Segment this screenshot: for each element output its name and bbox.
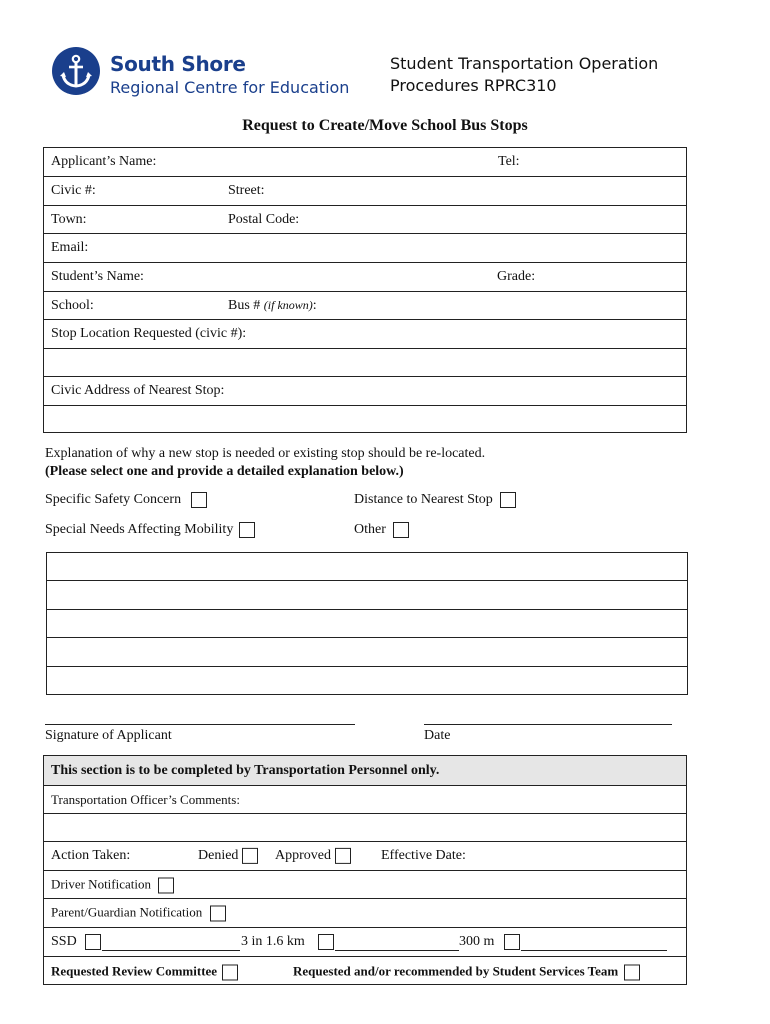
option-distance-label: Distance to Nearest Stop <box>354 492 493 508</box>
km-label: 3 in 1.6 km <box>241 934 305 949</box>
m-label: 300 m <box>459 934 495 949</box>
date-label: Date <box>424 728 451 743</box>
m-checkbox[interactable] <box>504 934 520 950</box>
explanation-line[interactable] <box>47 667 687 696</box>
document-series: Student Transportation Operation <box>390 54 659 73</box>
signature-label: Signature of Applicant <box>45 728 172 743</box>
parent-label: Parent/Guardian Notification <box>51 904 203 920</box>
student-grade-row[interactable] <box>44 263 686 292</box>
tel-label: Tel: <box>498 154 520 169</box>
option-other <box>354 522 409 538</box>
explanation-line[interactable] <box>47 553 687 581</box>
personnel-header-row <box>44 756 686 786</box>
bus-number-label: Bus # (if known): <box>228 297 317 313</box>
ssd-row <box>44 928 686 957</box>
approved-label: Approved <box>275 848 331 864</box>
explanation-text-box[interactable] <box>46 552 688 695</box>
town-postal-row[interactable] <box>44 206 686 234</box>
km-line[interactable] <box>335 950 459 951</box>
parent-row <box>44 899 686 928</box>
explanation-line[interactable] <box>47 610 687 638</box>
parent-option <box>51 904 226 921</box>
special-needs-checkbox[interactable] <box>239 522 255 538</box>
driver-checkbox[interactable] <box>158 877 174 893</box>
applicant-name-label: Applicant’s Name: <box>51 154 157 169</box>
explanation-line[interactable] <box>47 581 687 610</box>
form-title: Request to Create/Move School Bus Stops <box>242 117 528 134</box>
review-option <box>51 963 238 980</box>
distance-checkbox[interactable] <box>500 492 516 508</box>
review-label: Requested Review Committee <box>51 962 218 978</box>
action-label: Action Taken: <box>51 848 131 863</box>
option-safety <box>45 492 207 508</box>
anchor-logo-icon <box>52 47 100 95</box>
denied-label: Denied <box>198 848 239 864</box>
personnel-section <box>43 755 687 985</box>
parent-checkbox[interactable] <box>210 906 226 922</box>
action-row <box>44 842 686 871</box>
explanation-select-note: (Please select one and provide a detailed explanation below.) <box>45 464 404 479</box>
option-other-label: Other <box>354 522 386 538</box>
explanation-line[interactable] <box>47 638 687 667</box>
postal-code-label: Postal Code: <box>228 211 300 227</box>
student-name-label: Student’s Name: <box>51 269 144 284</box>
bus-note: (if known) <box>263 297 313 312</box>
approved-option <box>275 848 351 864</box>
ssd-line[interactable] <box>102 950 240 951</box>
approved-checkbox[interactable] <box>335 848 351 864</box>
denied-option <box>198 848 258 864</box>
option-special-label: Special Needs Affecting Mobility <box>45 522 234 538</box>
brand-subtitle: Regional Centre for Education <box>110 78 350 97</box>
ssd-label: SSD <box>51 934 77 949</box>
stop-location-label: Stop Location Requested (civic #): <box>51 326 247 341</box>
school-bus-row[interactable] <box>44 292 686 320</box>
stop-location-input-row[interactable] <box>44 349 686 377</box>
student-services-option <box>293 963 640 980</box>
civic-street-row[interactable] <box>44 177 686 206</box>
school-label: School: <box>51 297 94 313</box>
comments-label: Transportation Officer’s Comments: <box>51 791 240 807</box>
km-checkbox[interactable] <box>318 934 334 950</box>
grade-label: Grade: <box>497 269 536 284</box>
comments-label-row <box>44 786 686 814</box>
applicant-name-row[interactable] <box>44 148 686 177</box>
review-row <box>44 957 686 986</box>
option-special-needs <box>45 522 255 538</box>
nearest-stop-label: Civic Address of Nearest Stop: <box>51 383 225 398</box>
safety-checkbox[interactable] <box>191 492 207 508</box>
street-label: Street: <box>228 183 265 198</box>
option-distance <box>354 492 516 508</box>
email-label: Email: <box>51 240 89 255</box>
stop-location-label-row <box>44 320 686 349</box>
option-safety-label: Specific Safety Concern <box>45 492 182 508</box>
comments-input-row[interactable] <box>44 814 686 842</box>
driver-option <box>51 876 174 893</box>
civic-label: Civic #: <box>51 183 96 198</box>
other-checkbox[interactable] <box>393 522 409 538</box>
driver-label: Driver Notification <box>51 875 151 891</box>
signature-line[interactable] <box>45 724 355 725</box>
date-line[interactable] <box>424 724 672 725</box>
driver-row <box>44 871 686 899</box>
student-services-label: Requested and/or recommended by Student Services Team <box>293 962 619 978</box>
brand-name: South Shore <box>110 52 246 76</box>
explanation-instruction: Explanation of why a new stop is needed or existing stop should be re-located. <box>45 446 486 461</box>
town-label: Town: <box>51 211 87 227</box>
email-row[interactable] <box>44 234 686 263</box>
review-checkbox[interactable] <box>222 964 238 980</box>
nearest-stop-label-row <box>44 377 686 406</box>
m-line[interactable] <box>521 950 667 951</box>
denied-checkbox[interactable] <box>242 848 258 864</box>
nearest-stop-input-row[interactable] <box>44 406 686 434</box>
applicant-info-table <box>43 147 687 433</box>
ssd-checkbox[interactable] <box>85 934 101 950</box>
student-services-checkbox[interactable] <box>624 964 640 980</box>
effective-date-label: Effective Date: <box>381 848 466 863</box>
document-code: Procedures RPRC310 <box>390 76 557 95</box>
personnel-header: This section is to be completed by Transportation Personnel only. <box>51 762 440 778</box>
